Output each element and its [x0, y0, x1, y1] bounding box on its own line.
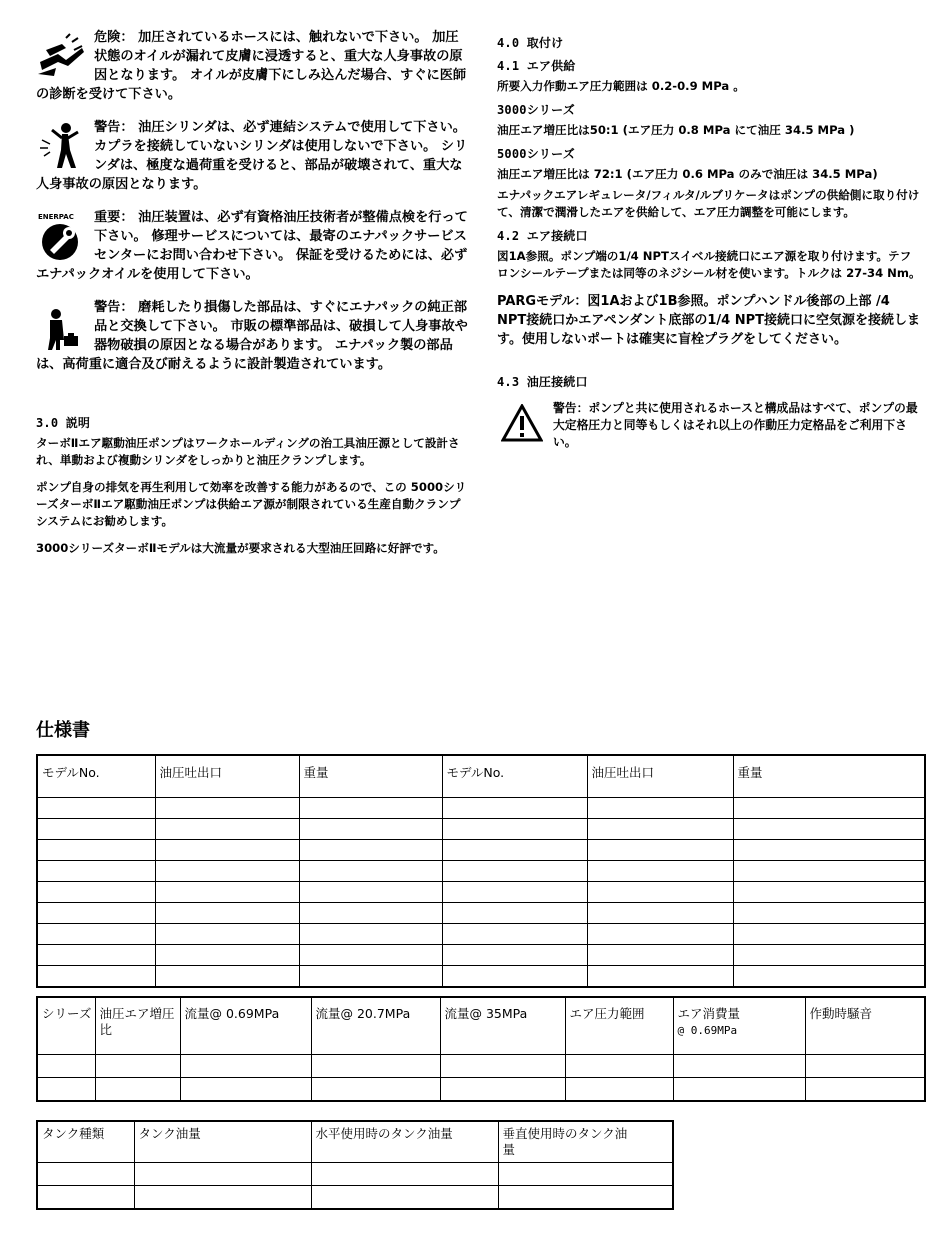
- parg-model-text: PARGモデル：図1Aおよび1B参照。ポンプハンドル後部の上部 /4 NPT接続口かエアペンダント底部の1/4 NPT接続口に空気源を接続します。使用しないポートは確実に盲栓プラグをしてください。: [497, 294, 921, 347]
- col-weight-2: 重量: [733, 755, 925, 798]
- section-3-para-3: 3000シリーズターボⅡモデルは大流量が要求される大型油圧回路に好評です。: [36, 541, 445, 555]
- col-model-no-2: モデルNo.: [442, 755, 587, 798]
- series-3000-text: 油圧エア増圧比は50:1 (エア圧力 0.8 MPa にて油圧 34.5 MPa ): [497, 123, 855, 137]
- col-air-pressure-range: エア圧力範囲: [565, 997, 673, 1055]
- col-tank-type: タンク種類: [37, 1121, 134, 1163]
- section-3-para-1: ターボⅡエア駆動油圧ポンプはワークホールディングの治工具油圧源として設計され、単動および複動シリンダをしっかりと油圧クランプします。: [36, 436, 460, 467]
- air-port-text: 図1A参照。ポンプ端の1/4 NPTスイベル接続口にエア源を取り付けます。テフロンシールテープまたは同等のネジシール材を使います。トルクは 27-34 Nm。: [497, 249, 921, 280]
- table-row: [37, 882, 925, 903]
- col-series: シリーズ: [37, 997, 95, 1055]
- enerpac-logo-text: ENERPAC: [38, 213, 74, 221]
- series-5000-title: 5000シリーズ: [497, 147, 575, 161]
- col-flow-069: 流量@ 0.69MPa: [180, 997, 311, 1055]
- person-impact-warning-icon: [36, 120, 88, 174]
- table-header-row: [37, 1121, 673, 1163]
- hose-spray-hazard-icon: [36, 30, 88, 84]
- table-header-row: [37, 755, 925, 798]
- section-4-2-title: 4.2 エア接続口: [497, 229, 588, 243]
- warning-notice-cylinder: [36, 118, 468, 194]
- frl-text: エナパックエアレギュレータ/フィルタ/ルブリケータはポンプの供給側に取り付けて、清潔で潤滑したエアを供給して、エア圧力調整を可能にします。: [497, 188, 920, 219]
- table-row: [37, 924, 925, 945]
- table-row: [37, 903, 925, 924]
- important-head: 重要：: [94, 210, 134, 225]
- col-flow-207: 流量@ 20.7MPa: [311, 997, 440, 1055]
- danger-head: 危険：: [94, 30, 134, 45]
- enerpac-wrench-icon: [36, 210, 88, 264]
- section-3-title: 3.0 説明: [36, 416, 91, 430]
- table-row: [37, 798, 925, 819]
- series-3000-title: 3000シリーズ: [497, 103, 575, 117]
- table-row: [37, 861, 925, 882]
- section-4-title: 4.0 取付け: [497, 36, 564, 50]
- model-spec-table: [36, 754, 926, 988]
- air-consumption-sub: @ 0.69MPa: [677, 1024, 738, 1037]
- table-row: [37, 819, 925, 840]
- warning-triangle-icon: [501, 404, 543, 442]
- warning1-text: 油圧シリンダは、必ず連結システムで使用して下さい。 カプラを接続していないシリンダは使用しないで下さい。 シリンダは、極度な過荷重を受けると、部品が破壊されて、重大な人身事故の原因となります。: [36, 120, 468, 192]
- left-column: [36, 28, 468, 567]
- col-tank-capacity: タンク油量: [134, 1121, 311, 1163]
- table-header-row: [37, 997, 925, 1055]
- right-column: [497, 28, 922, 451]
- warning2-head: 警告：: [94, 300, 134, 315]
- warning-notice-parts: [36, 298, 468, 374]
- section-3-para-2: ポンプ自身の排気を再生利用して効率を改善する能力があるので、この 5000シリーズターボⅡエア駆動油圧ポンプは供給エア源が制限されている生産自動クランプシステムにお勧めします。: [36, 480, 467, 528]
- col-horizontal-capacity: 水平使用時のタンク油量: [311, 1121, 498, 1163]
- col-model-no: モデルNo.: [37, 755, 155, 798]
- series-5000-text: 油圧エア増圧比は 72:1 (エア圧力 0.6 MPa のみで油圧は 34.5 MPa): [497, 167, 878, 181]
- warning1-head: 警告：: [94, 120, 134, 135]
- hydraulic-warning-text: 警告：ポンプと共に使用されるホースと構成品はすべて、ポンプの最大定格圧力と同等もしくはそれ以上の作動圧力定格品をご利用下さい。: [553, 401, 918, 449]
- danger-text: 加圧されているホースには、触れないで下さい。 加圧状態のオイルが漏れて皮膚に浸透すると、重大な人身事故の原因となります。 オイルが皮膚下にしみ込んだ場合、すぐに医師の診断を受けて下さい。: [36, 30, 467, 102]
- hydraulic-warning: [497, 400, 922, 451]
- col-hydraulic-outlet-2: 油圧吐出口: [587, 755, 733, 798]
- col-vertical-capacity: 垂直使用時のタンク油量: [498, 1121, 673, 1163]
- section-4-3-title: 4.3 油圧接続口: [497, 375, 588, 389]
- spec-title: 仕様書: [36, 720, 90, 741]
- table-row: [37, 1163, 673, 1186]
- table-row: [37, 966, 925, 988]
- important-notice: [36, 208, 468, 284]
- tank-spec-table: [36, 1120, 674, 1210]
- col-flow-35: 流量@ 35MPa: [440, 997, 565, 1055]
- col-weight: 重量: [299, 755, 442, 798]
- series-spec-table: [36, 996, 926, 1102]
- table-row: [37, 1186, 673, 1210]
- table-row: [37, 1055, 925, 1078]
- table-row: [37, 840, 925, 861]
- col-hydraulic-outlet: 油圧吐出口: [155, 755, 299, 798]
- col-air-consumption: [673, 997, 805, 1055]
- air-consumption-label: エア消費量: [677, 1006, 741, 1021]
- danger-notice: [36, 28, 468, 104]
- table-row: [37, 945, 925, 966]
- mechanic-toolbox-icon: [36, 300, 88, 354]
- warning2-text: 磨耗したり損傷した部品は、すぐにエナパックの純正部品と交換して下さい。 市販の標準部品は、破損して人身事故や器物破損の原因となる場合があります。 エナパック製の部品は、高荷重に適合及び耐えるように設計製造されています。: [36, 300, 468, 372]
- table-row: [37, 1078, 925, 1102]
- air-pressure-range-text: 所要入力作動エア圧力範囲は 0.2-0.9 MPa 。: [497, 79, 745, 93]
- important-text: 油圧装置は、必ず有資格油圧技術者が整備点検を行って下さい。 修理サービスについては、最寄のエナパックサービスセンターにお問い合わせ下さい。 保証を受けるためには、必ずエナパックオイルを使用して下さい。: [36, 210, 468, 282]
- col-noise: 作動時騒音: [805, 997, 925, 1055]
- col-intensification-ratio: 油圧エア増圧比: [95, 997, 180, 1055]
- section-4-1-title: 4.1 エア供給: [497, 59, 576, 73]
